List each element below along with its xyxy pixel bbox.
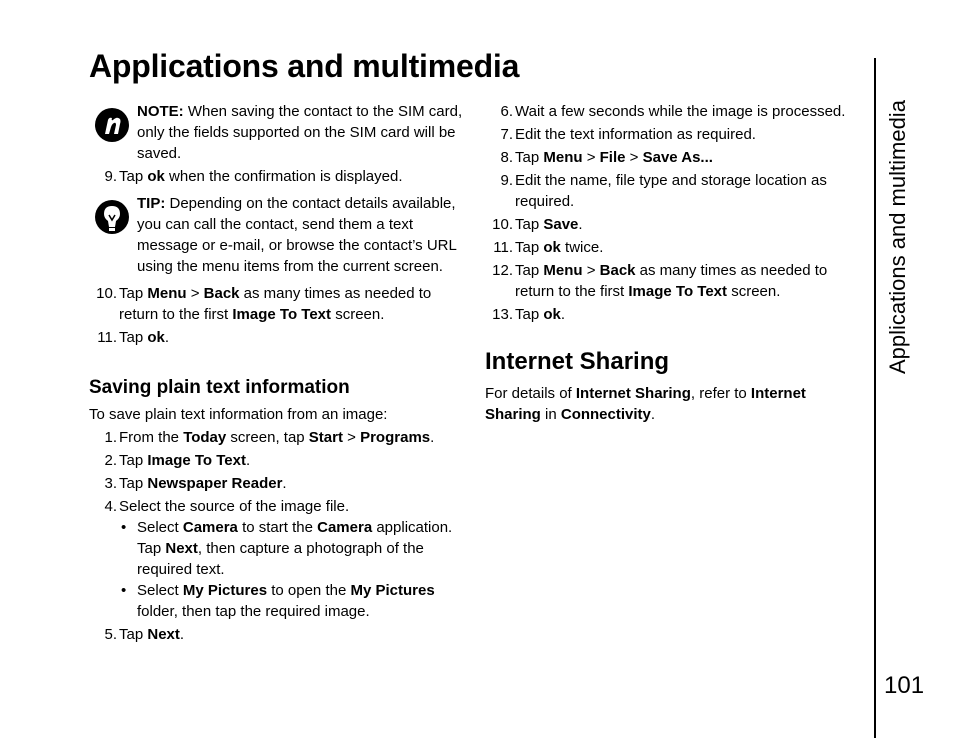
bullet-list — [119, 517, 471, 622]
plain-text-steps — [89, 427, 471, 645]
list-item: 10. Tap Save. — [492, 216, 583, 233]
list-item: 6. Wait a few seconds while the image is processed. — [500, 103, 846, 120]
list-item: 11. Tap ok twice. — [493, 239, 604, 256]
list-item: 13. Tap ok. — [492, 306, 566, 323]
left-column — [89, 101, 471, 647]
bullet-item: • Select Camera to start the Camera application. Tap Next, then capture a photograph of the required text. — [119, 517, 471, 580]
section-heading-plain-text: Saving plain text information — [89, 377, 350, 398]
list-item: 10. Tap Menu > Back as many times as needed to return to the first Image To Text screen. — [96, 285, 432, 323]
page-title: Applications and multimedia — [89, 48, 520, 84]
tip-lightbulb-icon — [94, 199, 130, 235]
list-item: 7. Edit the text information as required. — [500, 126, 756, 143]
page-number: 101 — [884, 672, 925, 699]
plain-text-intro: To save plain text information from an image: — [89, 406, 388, 423]
right-column — [485, 101, 865, 427]
steps-list-continued-2 — [89, 283, 471, 348]
side-divider — [874, 58, 876, 738]
list-item: 11. Tap ok. — [97, 329, 170, 346]
steps-list-right — [485, 101, 865, 325]
tip-text: TIP: Depending on the contact details available, you can call the contact, send them a text message or e-mail, or browse the contact’s URL using the menu items from the current screen. — [137, 195, 457, 275]
list-item: 8. Tap Menu > File > Save As... — [500, 149, 713, 166]
list-item: 4. Select the source of the image file. • Select Camera to start the Camera application. Tap Next, then capture a photograph of the required text. • Select My Pictures to open the My Pictures folder, then tap the required image. — [89, 496, 471, 622]
list-item: 9. Tap ok when the confirmation is displayed. — [104, 168, 403, 185]
list-item: 1. From the Today screen, tap Start > Programs. — [104, 429, 435, 446]
list-item: 5. Tap Next. — [104, 626, 185, 643]
bullet-item: • Select My Pictures to open the My Pictures folder, then tap the required image. — [119, 580, 471, 622]
side-chapter-tab: Applications and multimedia — [885, 100, 910, 374]
internet-sharing-text: For details of Internet Sharing, refer to Internet Sharing in Connectivity. — [485, 385, 806, 423]
list-item: 9. Edit the name, file type and storage location as required. — [500, 172, 827, 210]
note-icon — [94, 107, 130, 143]
list-item: 3. Tap Newspaper Reader. — [104, 475, 287, 492]
note-box — [89, 101, 471, 164]
list-item: 2. Tap Image To Text. — [104, 452, 251, 469]
steps-list-continued — [89, 166, 471, 187]
tip-box — [89, 193, 471, 277]
note-text: NOTE: When saving the contact to the SIM card, only the fields supported on the SIM card will be saved. — [137, 103, 463, 162]
section-heading-internet-sharing: Internet Sharing — [485, 348, 670, 375]
list-item: 12. Tap Menu > Back as many times as needed to return to the first Image To Text screen. — [492, 262, 828, 300]
